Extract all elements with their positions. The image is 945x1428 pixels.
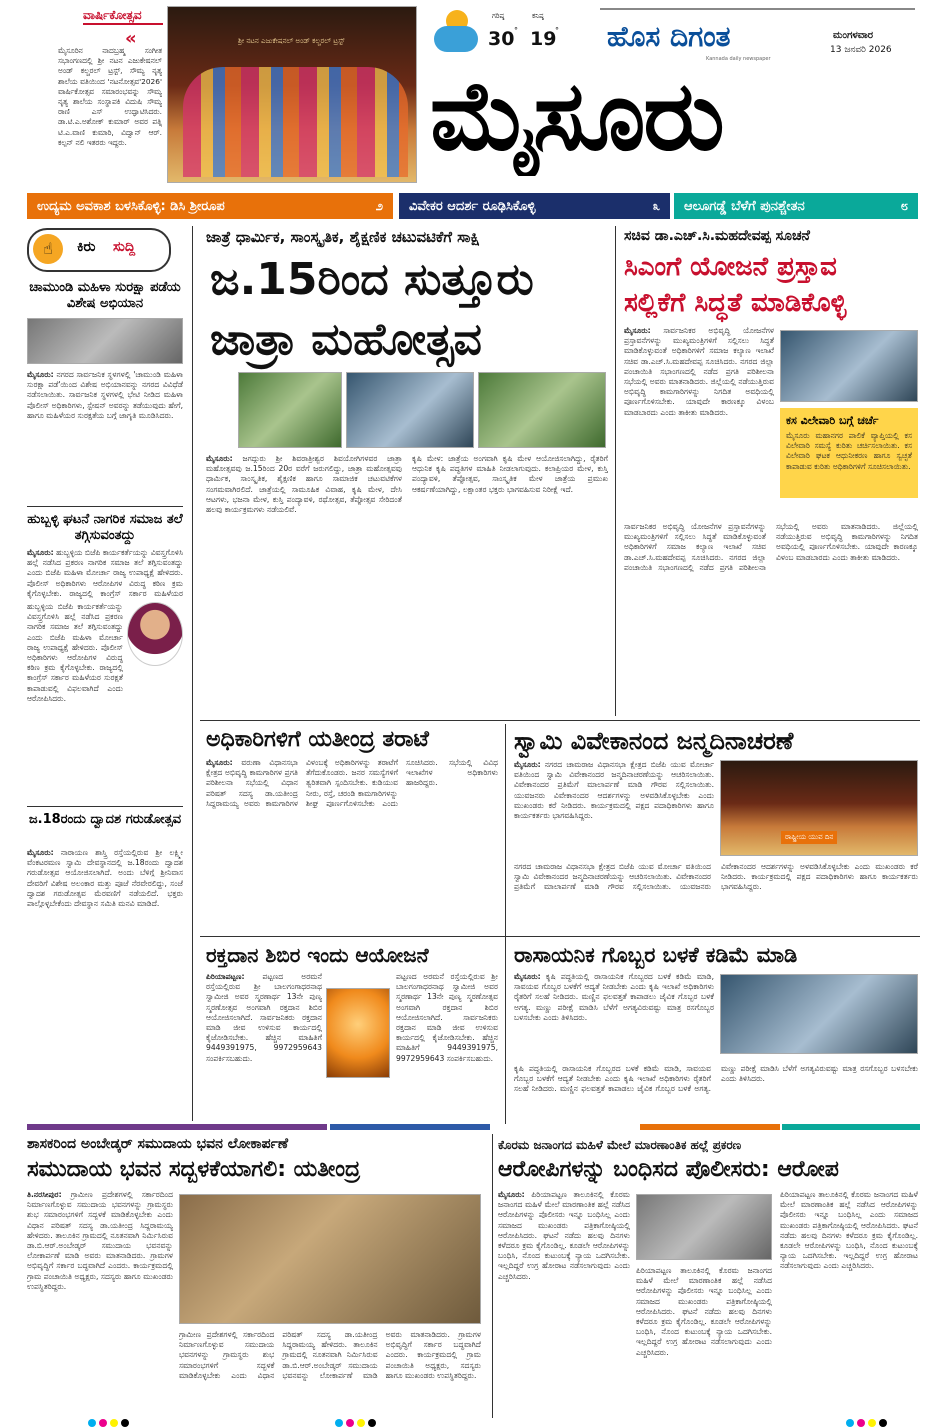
index-band-1-text: ಉದ್ಯಮ ಅವಕಾಶ ಬಳಸಿಕೊಳ್ಳಿ: ಡಿಸಿ ಶ್ರೀರೂಪ bbox=[37, 198, 225, 214]
mahadevappa-headline-a: ಸಿಎಂಗೆ ಯೋಜನೆ ಪ್ರಸ್ತಾವ bbox=[624, 252, 837, 282]
registration-marks-left bbox=[88, 1419, 129, 1427]
top-rule bbox=[600, 8, 915, 10]
fertilizer-story bbox=[510, 940, 920, 1120]
fertilizer-photo bbox=[720, 974, 918, 1054]
kirusuddi-item-1-title: ಚಾಮುಂಡಿ ಮಹಿಳಾ ಸುರಕ್ಷಾ ಪಡೆಯ ವಿಶೇಷ ಅಭಿಯಾನ bbox=[29, 280, 181, 311]
ambedkar-kicker: ಶಾಸಕರಿಂದ ಅಂಬೇಡ್ಕರ್ ಸಮುದಾಯ ಭವನ ಲೋಕಾರ್ಪಣೆ bbox=[27, 1136, 289, 1152]
fertilizer-body-text: ಕೃಷಿ ಪದ್ಧತಿಯಲ್ಲಿ ರಾಸಾಯನಿಕ ಗೊಬ್ಬರದ ಬಳಕೆ ಕಡಿಮೆ ಮಾಡಿ, ಸಾವಯವ ಗೊಬ್ಬರ ಬಳಕೆಗೆ ಆದ್ಯತೆ ನೀಡಬೇಕು ಎಂದು ಕೃಷಿ ಇಲಾಖೆ ಅಧಿಕಾರಿಗಳು ರೈತರಿಗೆ ಸಲಹೆ ನೀಡಿದರು. ಮಣ್ಣಿನ ಫಲವತ್ತತೆ ಕಾಪಾಡಲು ಜೈವಿಕ ಗೊಬ್ಬರ ಬಳಕೆ ಅಗತ್ಯ. ಮಣ್ಣು ಪರೀಕ್ಷೆ ಮಾಡಿಸಿ ಬೆಳೆಗೆ ಅಗತ್ಯವಿರುವಷ್ಟು ಮಾತ್ರ ರಸಗೊಬ್ಬರ ಬಳಸಬೇಕು ಎಂದು ತಿಳಿಸಿದರು. bbox=[514, 972, 714, 1022]
mahadevappa-kicker: ಸಚಿವ ಡಾ.ಎಚ್.ಸಿ.ಮಹದೇವಪ್ಪ ಸೂಚನೆ bbox=[624, 228, 810, 244]
registration-marks-mid bbox=[335, 1419, 376, 1427]
suttur-story bbox=[200, 226, 610, 721]
kirusuddi-item-2-title: ಹುಬ್ಬಳ್ಳಿ ಘಟನೆ ನಾಗರಿಕ ಸಮಾಜ ತಲೆ ತಗ್ಗಿಸುವಂತದ್ದು bbox=[27, 512, 183, 543]
kirusuddi-item-3-title: ಜ.18ರಂದು ದ್ವಾದಶ ಗರುಡೋತ್ಸವ bbox=[28, 812, 182, 827]
vivekananda-dateline: ಮೈಸೂರು: bbox=[514, 760, 541, 769]
index-band-1-page: ೨ bbox=[375, 198, 383, 214]
vivekananda-headline: ಸ್ವಾಮಿ ವಿವೇಕಾನಂದ ಜನ್ಮದಿನಾಚರಣೆ bbox=[514, 727, 794, 755]
korama-body-mid bbox=[636, 1266, 772, 1416]
vivekananda-body-text-cont: ನಗರದ ಚಾಮರಾಜ ವಿಧಾನಸಭಾ ಕ್ಷೇತ್ರದ ಬಿಜೆಪಿ ಯುವ ಮೋರ್ಚಾ ವತಿಯಿಂದ ಸ್ವಾಮಿ ವಿವೇಕಾನಂದರ ಜನ್ಮದಿನಾಚರಣೆಯನ್ನು ಆಚರಿಸಲಾಯಿತು. ವಿವೇಕಾನಂದರ ಪ್ರತಿಮೆಗೆ ಮಾಲಾರ್ಪಣೆ ಮಾಡಿ ಗೌರವ ಸಲ್ಲಿಸಲಾಯಿತು. ಯುವಜನರು ವಿವೇಕಾನಂದರ ಆದರ್ಶಗಳನ್ನು ಅಳವಡಿಸಿಕೊಳ್ಳಬೇಕು ಎಂದು ಮುಖಂಡರು ಕರೆ ನೀಡಿದರು. ಕಾರ್ಯಕ್ರಮದಲ್ಲಿ ಪಕ್ಷದ ಪದಾಧಿಕಾರಿಗಳು ಹಾಗೂ ಕಾರ್ಯಕರ್ತರು ಭಾಗವಹಿಸಿದ್ದರು. bbox=[514, 862, 918, 892]
kirusuddi-item-1-dateline: ಮೈಸೂರು: bbox=[27, 370, 54, 379]
kirusuddi-item-3-body bbox=[27, 848, 183, 1116]
index-band-3-page: ೮ bbox=[900, 198, 908, 214]
ambedkar-body-text: ಗ್ರಾಮೀಣ ಪ್ರದೇಶಗಳಲ್ಲಿ ಸರ್ಕಾರದಿಂದ ನಿರ್ಮಾಣಗೊಳ್ಳುವ ಸಮುದಾಯ ಭವನಗಳನ್ನು ಗ್ರಾಮಸ್ಥರು ಶುಭ ಸಮಾರಂಭಗಳಿಗೆ ಸದ್ಬಳಕೆ ಮಾಡಿಕೊಳ್ಳಬೇಕು ಎಂದು ವಿಧಾನ ಪರಿಷತ್ ಸದಸ್ಯ ಡಾ.ಯತೀಂದ್ರ ಸಿದ್ದರಾಮಯ್ಯ ಹೇಳಿದರು. ತಾಲೂಕಿನ ಗ್ರಾಮದಲ್ಲಿ ನೂತನವಾಗಿ ನಿರ್ಮಿಸಿರುವ ಡಾ.ಬಿ.ಆರ್.ಅಂಬೇಡ್ಕರ್ ಸಮುದಾಯ ಭವನವನ್ನು ಲೋಕಾರ್ಪಣೆ ಮಾಡಿ ಅವರು ಮಾತನಾಡಿದರು. ಗ್ರಾಮಗಳ ಅಭಿವೃದ್ಧಿಗೆ ಸರ್ಕಾರ ಬದ್ಧವಾಗಿದೆ ಎಂದರು. ಕಾರ್ಯಕ್ರಮದಲ್ಲಿ ಗ್ರಾಮ ಪಂಚಾಯಿತಿ ಅಧ್ಯಕ್ಷರು, ಸದಸ್ಯರು ಹಾಗೂ ಮುಖಂಡರು ಉಪಸ್ಥಿತರಿದ್ದರು. bbox=[27, 1190, 173, 1291]
vivekananda-body bbox=[514, 760, 714, 860]
kasa-box-title: ಕಸ ವಿಲೇವಾರಿ ಬಗ್ಗೆ ಚರ್ಚೆ bbox=[786, 414, 879, 427]
raktadana-swamiji-photo bbox=[326, 988, 390, 1078]
suttur-dateline: ಮೈಸೂರು: bbox=[206, 454, 233, 463]
section-bar-orange bbox=[640, 1124, 780, 1130]
kirusuddi-item-2-dateline: ಮೈಸೂರು: bbox=[27, 548, 54, 557]
fertilizer-body-text-cont: ಕೃಷಿ ಪದ್ಧತಿಯಲ್ಲಿ ರಾಸಾಯನಿಕ ಗೊಬ್ಬರದ ಬಳಕೆ ಕಡಿಮೆ ಮಾಡಿ, ಸಾವಯವ ಗೊಬ್ಬರ ಬಳಕೆಗೆ ಆದ್ಯತೆ ನೀಡಬೇಕು ಎಂದು ಕೃಷಿ ಇಲಾಖೆ ಅಧಿಕಾರಿಗಳು ರೈತರಿಗೆ ಸಲಹೆ ನೀಡಿದರು. ಮಣ್ಣಿನ ಫಲವತ್ತತೆ ಕಾಪಾಡಲು ಜೈವಿಕ ಗೊಬ್ಬರ ಬಳಕೆ ಅಗತ್ಯ. ಮಣ್ಣು ಪರೀಕ್ಷೆ ಮಾಡಿಸಿ ಬೆಳೆಗೆ ಅಗತ್ಯವಿರುವಷ್ಟು ಮಾತ್ರ ರಸಗೊಬ್ಬರ ಬಳಸಬೇಕು ಎಂದು ತಿಳಿಸಿದರು. bbox=[514, 1064, 918, 1094]
raktadana-body-text-cont: ಪಟ್ಟಣದ ಅರಮನೆ ರಸ್ತೆಯಲ್ಲಿರುವ ಶ್ರೀ ಬಾಲಗಂಗಾಧರನಾಥ ಸ್ವಾಮೀಜಿ ಅವರ ಸ್ಮರಣಾರ್ಥ 13ನೇ ಪುಣ್ಯ ಸ್ಮರಣೋತ್ಸವ ಅಂಗವಾಗಿ ರಕ್ತದಾನ ಶಿಬಿರ ಆಯೋಜಿಸಲಾಗಿದೆ. ಸಾರ್ವಜನಿಕರು ರಕ್ತದಾನ ಮಾಡಿ ಜೀವ ಉಳಿಸುವ ಕಾರ್ಯದಲ್ಲಿ ಕೈಜೋಡಿಸಬೇಕು. ಹೆಚ್ಚಿನ ಮಾಹಿತಿಗೆ 9449391975, 9972959643 ಸಂಪರ್ಕಿಸಬಹುದು. bbox=[396, 972, 498, 1063]
korama-photo bbox=[636, 1194, 772, 1260]
raktadana-headline: ರಕ್ತದಾನ ಶಿಬಿರ ಇಂದು ಆಯೋಜನೆ bbox=[206, 943, 429, 967]
registration-dot-yellow bbox=[868, 1419, 876, 1427]
yathindra-body-text: ವರುಣಾ ವಿಧಾನಸಭಾ ಕ್ಷೇತ್ರದ ಅಭಿವೃದ್ಧಿ ಕಾಮಗಾರಿಗಳ ಪ್ರಗತಿ ಪರಿಶೀಲನಾ ಸಭೆಯಲ್ಲಿ ವಿಧಾನ ಪರಿಷತ್ ಸದಸ್ಯ ಡಾ.ಯತೀಂದ್ರ ಸಿದ್ದರಾಮಯ್ಯ ಅವರು ಕಾಮಗಾರಿಗಳ ವಿಳಂಬಕ್ಕೆ ಅಧಿಕಾರಿಗಳನ್ನು ತರಾಟೆಗೆ ತೆಗೆದುಕೊಂಡರು. ಜನರ ಸಮಸ್ಯೆಗಳಿಗೆ ತ್ವರಿತವಾಗಿ ಸ್ಪಂದಿಸಬೇಕು. ಕುಡಿಯುವ ನೀರು, ರಸ್ತೆ, ಚರಂಡಿ ಕಾಮಗಾರಿಗಳನ್ನು ಶೀಘ್ರ ಪೂರ್ಣಗೊಳಿಸಬೇಕು ಎಂದು ಸೂಚಿಸಿದರು. ಸಭೆಯಲ್ಲಿ ವಿವಿಧ ಇಲಾಖೆಗಳ ಅಧಿಕಾರಿಗಳು ಹಾಜರಿದ್ದರು. bbox=[206, 758, 498, 808]
index-band-2-text: ವಿವೇಕರ ಆದರ್ಶ ರೂಢಿಸಿಕೊಳ್ಳಿ bbox=[409, 198, 536, 214]
yathindra-story bbox=[200, 724, 500, 934]
korama-story bbox=[498, 1134, 920, 1420]
korama-dateline: ಮೈಸೂರು: bbox=[498, 1190, 525, 1199]
section-bar-teal bbox=[782, 1124, 920, 1130]
temp-max-degree: ° bbox=[514, 26, 518, 35]
left-column-divider bbox=[192, 226, 193, 1121]
registration-dot-black bbox=[879, 1419, 887, 1427]
suttur-body-right bbox=[412, 454, 608, 716]
kirusuddi-column bbox=[27, 226, 185, 1116]
mahadevappa-headline-b: ಸಲ್ಲಿಕೆಗೆ ಸಿದ್ಧತೆ ಮಾಡಿಕೊಳ್ಳಿ bbox=[624, 288, 847, 318]
registration-dot-cyan bbox=[335, 1419, 343, 1427]
korama-kicker: ಕೊರಮ ಜನಾಂಗದ ಮಹಿಳೆ ಮೇಲೆ ಮಾರಣಾಂತಿಕ ಹಲ್ಲೆ ಪ್ರಕರಣ bbox=[498, 1138, 742, 1152]
suttur-photo-1 bbox=[238, 372, 342, 448]
stage-banner: ಶ್ರೀ ನಟನ ಎಜುಕೇಷನಲ್ ಅಂಡ್ ಕಲ್ಚರಲ್ ಟ್ರಸ್ಟ್ bbox=[238, 37, 345, 45]
korama-body-right bbox=[780, 1190, 918, 1416]
registration-marks-right bbox=[846, 1419, 887, 1427]
issue-day: ಮಂಗಳವಾರ bbox=[833, 30, 874, 41]
fertilizer-headline: ರಾಸಾಯನಿಕ ಗೊಬ್ಬರ ಬಳಕೆ ಕಡಿಮೆ ಮಾಡಿ bbox=[514, 943, 798, 967]
mahadevappa-photo bbox=[780, 330, 918, 402]
kirusuddi-item-1-photo bbox=[27, 318, 183, 364]
suttur-kicker: ಜಾತ್ರೆ ಧಾರ್ಮಿಕ, ಸಾಂಸ್ಕೃತಿಕ, ಶೈಕ್ಷಣಿಕ ಚಟುವಟಿಕೆಗೆ ಸಾಕ್ಷಿ bbox=[206, 228, 480, 246]
ambedkar-headline: ಸಮುದಾಯ ಭವನ ಸದ್ಬಳಕೆಯಾಗಲಿ: ಯತೀಂದ್ರ bbox=[27, 1157, 361, 1182]
suttur-photo-2 bbox=[346, 372, 474, 448]
mid-rule bbox=[200, 720, 920, 721]
kirusuddi-item-1-body bbox=[27, 370, 183, 500]
korama-body-text-cont: ಪಿರಿಯಾಪಟ್ಟಣ ತಾಲೂಕಿನಲ್ಲಿ ಕೊರಮ ಜನಾಂಗದ ಮಹಿಳೆ ಮೇಲೆ ಮಾರಣಾಂತಿಕ ಹಲ್ಲೆ ನಡೆಸಿದ ಆರೋಪಿಗಳನ್ನು ಪೊಲೀಸರು ಇನ್ನೂ ಬಂಧಿಸಿಲ್ಲ ಎಂದು ಸಮಾಜದ ಮುಖಂಡರು ಪತ್ರಿಕಾಗೋಷ್ಠಿಯಲ್ಲಿ ಆರೋಪಿಸಿದರು. ಘಟನೆ ನಡೆದು ಹಲವು ದಿನಗಳು ಕಳೆದರೂ ಕ್ರಮ ಕೈಗೊಂಡಿಲ್ಲ. ಕೂಡಲೇ ಆರೋಪಿಗಳನ್ನು ಬಂಧಿಸಿ, ನೊಂದ ಕುಟುಂಬಕ್ಕೆ ನ್ಯಾಯ ಒದಗಿಸಬೇಕು. ಇಲ್ಲದಿದ್ದರೆ ಉಗ್ರ ಹೋರಾಟ ನಡೆಸಲಾಗುವುದು ಎಂದು ಎಚ್ಚರಿಸಿದರು. bbox=[636, 1266, 772, 1357]
ambedkar-body-text-cont: ಗ್ರಾಮೀಣ ಪ್ರದೇಶಗಳಲ್ಲಿ ಸರ್ಕಾರದಿಂದ ನಿರ್ಮಾಣಗೊಳ್ಳುವ ಸಮುದಾಯ ಭವನಗಳನ್ನು ಗ್ರಾಮಸ್ಥರು ಶುಭ ಸಮಾರಂಭಗಳಿಗೆ ಸದ್ಬಳಕೆ ಮಾಡಿಕೊಳ್ಳಬೇಕು ಎಂದು ವಿಧಾನ ಪರಿಷತ್ ಸದಸ್ಯ ಡಾ.ಯತೀಂದ್ರ ಸಿದ್ದರಾಮಯ್ಯ ಹೇಳಿದರು. ತಾಲೂಕಿನ ಗ್ರಾಮದಲ್ಲಿ ನೂತನವಾಗಿ ನಿರ್ಮಿಸಿರುವ ಡಾ.ಬಿ.ಆರ್.ಅಂಬೇಡ್ಕರ್ ಸಮುದಾಯ ಭವನವನ್ನು ಲೋಕಾರ್ಪಣೆ ಮಾಡಿ ಅವರು ಮಾತನಾಡಿದರು. ಗ್ರಾಮಗಳ ಅಭಿವೃದ್ಧಿಗೆ ಸರ್ಕಾರ ಬದ್ಧವಾಗಿದೆ ಎಂದರು. ಕಾರ್ಯಕ್ರಮದಲ್ಲಿ ಗ್ರಾಮ ಪಂಚಾಯಿತಿ ಅಧ್ಯಕ್ಷರು, ಸದಸ್ಯರು ಹಾಗೂ ಮುಖಂಡರು ಉಪಸ್ಥಿತರಿದ್ದರು. bbox=[179, 1330, 481, 1380]
suttur-body-left bbox=[206, 454, 402, 716]
suttur-headline-a: ಜ.15ರಿಂದ ಸುತ್ತೂರು bbox=[210, 254, 534, 305]
section-bar-blue bbox=[330, 1124, 490, 1130]
kirusuddi-item-1-text: ನಗರದ ಸಾರ್ವಜನಿಕ ಸ್ಥಳಗಳಲ್ಲಿ 'ಚಾಮುಂಡಿ ಮಹಿಳಾ ಸುರಕ್ಷಾ ಪಡೆ'ಯಿಂದ ವಿಶೇಷ ಅಭಿಯಾನವನ್ನು ನಗರದ ವಿವಿಧೆಡೆ ನಡೆಸಲಾಯಿತು. ಸಾರ್ವಜನಿಕ ಸ್ಥಳಗಳಲ್ಲಿ ಭೇಟಿ ನೀಡಿದ ಮಹಿಳಾ ಪೊಲೀಸ್ ಅಧಿಕಾರಿಗಳು, ಸ್ಟೇಷನ್ ಅವರನ್ನು ತಡೆಯುವುದು ಹೇಗೆ, ಹಾಗೂ ಮಹಿಳೆಯರ ಸುರಕ್ಷತೆಯ ಬಗ್ಗೆ ಜಾಗೃತಿ ಮೂಡಿಸಿದರು. bbox=[27, 370, 183, 420]
yathindra-dateline: ಮೈಸೂರು: bbox=[206, 758, 233, 767]
registration-dot-yellow bbox=[110, 1419, 118, 1427]
suttur-photo-3 bbox=[478, 372, 606, 448]
edition-name: ಮೈಸೂರು bbox=[430, 60, 723, 172]
index-band-2-page: ೩ bbox=[652, 198, 660, 214]
temp-min-degree: ° bbox=[555, 26, 559, 35]
raktadana-body-left bbox=[206, 972, 322, 1116]
kirusuddi-logo bbox=[27, 228, 171, 272]
hand-pointer-icon: ☝ bbox=[33, 234, 63, 264]
chevron-left-icon: « bbox=[125, 28, 137, 49]
lead-kicker: ವಾರ್ಷಿಕೋತ್ಸವ bbox=[83, 8, 163, 25]
yathindra-headline: ಅಧಿಕಾರಿಗಳಿಗೆ ಯತೀಂದ್ರ ತರಾಟೆ bbox=[206, 727, 429, 752]
raktadana-dateline: ಪಿರಿಯಾಪಟ್ಟಣ: bbox=[206, 972, 245, 981]
kirusuddi-item-2-text: ಹುಬ್ಬಳ್ಳಿಯ ಬಿಜೆಪಿ ಕಾರ್ಯಕರ್ತೆಯನ್ನು ವಿವಸ್ತ್ರಗೊಳಿಸಿ ಹಲ್ಲೆ ನಡೆಸಿದ ಪ್ರಕರಣ ನಾಗರಿಕ ಸಮಾಜ ತಲೆ ತಗ್ಗಿಸುವಂತದ್ದು ಎಂದು ಬಿಜೆಪಿ ಮಹಿಳಾ ಮೋರ್ಚಾ ರಾಜ್ಯ ಉಪಾಧ್ಯಕ್ಷೆ ಹೇಳಿದರು. ಪೊಲೀಸ್ ಅಧಿಕಾರಿಗಳು ಆರೋಪಿಗಳ ವಿರುದ್ಧ ಕಠಿಣ ಕ್ರಮ ಕೈಗೊಳ್ಳಬೇಕು. ರಾಜ್ಯದಲ್ಲಿ ಕಾಂಗ್ರೆಸ್ ಸರ್ಕಾರ ಮಹಿಳೆಯರ bbox=[27, 548, 183, 598]
raktadana-story bbox=[200, 940, 500, 1120]
kirusuddi-item-2-text-cont: ಹುಬ್ಬಳ್ಳಿಯ ಬಿಜೆಪಿ ಕಾರ್ಯಕರ್ತೆಯನ್ನು ವಿವಸ್ತ್ರಗೊಳಿಸಿ ಹಲ್ಲೆ ನಡೆಸಿದ ಪ್ರಕರಣ ನಾಗರಿಕ ಸಮಾಜ ತಲೆ ತಗ್ಗಿಸುವಂತದ್ದು ಎಂದು ಬಿಜೆಪಿ ಮಹಿಳಾ ಮೋರ್ಚಾ ರಾಜ್ಯ ಉಪಾಧ್ಯಕ್ಷೆ ಹೇಳಿದರು. ಪೊಲೀಸ್ ಅಧಿಕಾರಿಗಳು ಆರೋಪಿಗಳ ವಿರುದ್ಧ ಕಠಿಣ ಕ್ರಮ ಕೈಗೊಳ್ಳಬೇಕು. ರಾಜ್ಯದಲ್ಲಿ ಕಾಂಗ್ರೆಸ್ ಸರ್ಕಾರ ಮಹಿಳೆಯರ ಸುರಕ್ಷತೆ ಕಾಪಾಡುವಲ್ಲಿ ವಿಫಲವಾಗಿದೆ ಎಂದು ಆರೋಪಿಸಿದರು. bbox=[27, 602, 123, 703]
mahadevappa-dateline: ಮೈಸೂರು: bbox=[624, 326, 651, 335]
registration-dot-magenta bbox=[346, 1419, 354, 1427]
paper-tagline: Kannada daily newspaper bbox=[706, 56, 771, 62]
kirusuddi-item-2-body-a bbox=[27, 548, 183, 600]
yathindra-body bbox=[206, 758, 498, 930]
kirusuddi-item-3-text: ನಾರಾಯಣ ಶಾಸ್ತ್ರಿ ರಸ್ತೆಯಲ್ಲಿರುವ ಶ್ರೀ ಲಕ್ಷ್ಮೀ ವೆಂಕಟರಮಣ ಸ್ವಾಮಿ ದೇವಸ್ಥಾನದಲ್ಲಿ ಜ.18ರಂದು ದ್ವಾದಶ ಗರುಡೋತ್ಸವ ಆಯೋಜಿಸಲಾಗಿದೆ. ಅಂದು ಬೆಳಿಗ್ಗೆ ಶ್ರೀನಿವಾಸ ದೇವರಿಗೆ ವಿಶೇಷ ಅಲಂಕಾರ ಮತ್ತು ಪೂಜೆ ನೆರವೇರಲಿದ್ದು, ಸಂಜೆ ದ್ವಾದಶ ಗರುಡೋತ್ಸವ ಮೆರವಣಿಗೆ ನಡೆಯಲಿದೆ. ಭಕ್ತರು ಪಾಲ್ಗೊಳ್ಳಬೇಕೆಂದು ದೇವಸ್ಥಾನ ಸಮಿತಿ ಮನವಿ ಮಾಡಿದೆ. bbox=[27, 848, 183, 909]
korama-headline: ಆರೋಪಿಗಳನ್ನು ಬಂಧಿಸದ ಪೊಲೀಸರು: ಆರೋಪ bbox=[498, 1157, 839, 1182]
lead-photo bbox=[167, 6, 417, 183]
section-bar-purple bbox=[27, 1124, 327, 1130]
kirusuddi-divider-2 bbox=[27, 806, 183, 807]
ambedkar-dateline: ತಿ.ನರಸೀಪುರ: bbox=[27, 1190, 62, 1199]
lead-blurb: ಮೈಸೂರಿನ ನಾದಬ್ರಹ್ಮ ಸಂಗೀತ ಸಭಾಂಗಣದಲ್ಲಿ ಶ್ರೀ ನಟನ ಎಜುಕೇಷನಲ್ ಅಂಡ್ ಕಲ್ಚರಲ್ ಟ್ರಸ್ಟ್, ಸೌಮ್ಯ ನೃತ್ಯ ಶಾಲೆಯ ವತಿಯಿಂದ 'ನಟನೋತ್ಸವ'2026' ವಾರ್ಷಿಕೋತ್ಸವ ಸಮಾರಂಭವನ್ನು ಸೌಮ್ಯ ನೃತ್ಯ ಶಾಲೆಯ ಸಂಸ್ಥಾಪಕಿ ವಿದುಷಿ ಸೌಮ್ಯ ರಾಣಿ ಎಸ್ ಉದ್ಘಾಟಿಸಿದರು. ಡಾ.ಟಿ.ಎ.ಅಶೋಕ್ ಕುಮಾರ್ ಅವರ ಪತ್ನಿ ಟಿ.ಎ.ವಾಣಿ ಕುಮಾರಿ, ವಿದ್ವಾನ್ ಆರ್. ಕಲ್ಪನ್ ನಲಿ ಇತರರು ಇದ್ದರು. bbox=[58, 46, 162, 147]
suttur-body-left-text: ಜಗದ್ಗುರು ಶ್ರೀ ಶಿವರಾತ್ರೀಶ್ವರ ಶಿವಯೋಗಿಗಳವರ ಜಾತ್ರಾ ಮಹೋತ್ಸವವು ಜ.15ರಿಂದ 20ರ ವರೆಗೆ ಜರುಗಲಿದ್ದು, ಜಾತ್ರಾ ಮಹೋತ್ಸವವು ಧಾರ್ಮಿಕ, ಸಾಂಸ್ಕೃತಿಕ, ಶೈಕ್ಷಣಿಕ ಹಾಗೂ ಸಾಮಾಜಿಕ ಚಟುವಟಿಕೆಗಳ ಸಂಗಮವಾಗಿರಲಿದೆ. ಜಾತ್ರೆಯಲ್ಲಿ ಸಾಮೂಹಿಕ ವಿವಾಹ, ಕೃಷಿ ಮೇಳ, ದೇಸಿ ಆಟಗಳು, ಭಜನಾ ಮೇಳ, ಕುಸ್ತಿ ಪಂದ್ಯಾವಳಿ, ರಥೋತ್ಸವ, ತೆಪ್ಪೋತ್ಸವ ಸೇರಿದಂತೆ ಹಲವು ಕಾರ್ಯಕ್ರಮಗಳು ನಡೆಯಲಿವೆ. bbox=[206, 454, 402, 515]
paper-logo: ಹೊಸ ದಿಗಂತ bbox=[607, 20, 731, 53]
kasa-box-body: ಮೈಸೂರು ಮಹಾನಗರ ಪಾಲಿಕೆ ವ್ಯಾಪ್ತಿಯಲ್ಲಿ ಕಸ ವಿಲೇವಾರಿ ಸಮಸ್ಯೆ ಕುರಿತು ಚರ್ಚಿಸಲಾಯಿತು. ಕಸ ವಿಲೇವಾರಿ ಘಟಕ ಆಧುನೀಕರಣ ಹಾಗೂ ಸ್ವಚ್ಛತೆ ಕಾಪಾಡುವ ಕುರಿತು ಅಧಿಕಾರಿಗಳಿಗೆ ಸೂಚಿಸಲಾಯಿತು. bbox=[786, 431, 912, 471]
kasa-box bbox=[780, 408, 918, 498]
temp-max-label: ಗರಿಷ್ಠ bbox=[492, 12, 505, 20]
mahadevappa-body-bottom bbox=[624, 522, 918, 716]
mahadevappa-body-text: ಸಾರ್ವಜನಿಕರ ಅಭಿವೃದ್ಧಿ ಯೋಜನೆಗಳ ಪ್ರಸ್ತಾವನೆಗಳನ್ನು ಮುಖ್ಯಮಂತ್ರಿಗಳಿಗೆ ಸಲ್ಲಿಸಲು ಸಿದ್ಧತೆ ಮಾಡಿಕೊಳ್ಳುವಂತೆ ಅಧಿಕಾರಿಗಳಿಗೆ ಸಮಾಜ ಕಲ್ಯಾಣ ಇಲಾಖೆ ಸಚಿವ ಡಾ.ಎಚ್.ಸಿ.ಮಹದೇವಪ್ಪ ಸೂಚಿಸಿದರು. ನಗರದ ಜಿಲ್ಲಾ ಪಂಚಾಯಿತಿ ಸಭಾಂಗಣದಲ್ಲಿ ನಡೆದ ಪ್ರಗತಿ ಪರಿಶೀಲನಾ ಸಭೆಯಲ್ಲಿ ಅವರು ಮಾತನಾಡಿದರು. ಜಿಲ್ಲೆಯಲ್ಲಿ ನಡೆಯುತ್ತಿರುವ ಅಭಿವೃದ್ಧಿ ಕಾಮಗಾರಿಗಳನ್ನು ನಿಗದಿತ ಅವಧಿಯಲ್ಲಿ ಪೂರ್ಣಗೊಳಿಸಬೇಕು. ಯಾವುದೇ ಕಾರಣಕ್ಕೂ ವಿಳಂಬ ಮಾಡಬಾರದು ಎಂದು ತಾಕೀತು ಮಾಡಿದರು. bbox=[624, 326, 774, 417]
registration-dot-black bbox=[368, 1419, 376, 1427]
vivekananda-body-bottom bbox=[514, 862, 918, 928]
vivekananda-photo bbox=[720, 760, 918, 856]
korama-body-text-cont-2: ಪಿರಿಯಾಪಟ್ಟಣ ತಾಲೂಕಿನಲ್ಲಿ ಕೊರಮ ಜನಾಂಗದ ಮಹಿಳೆ ಮೇಲೆ ಮಾರಣಾಂತಿಕ ಹಲ್ಲೆ ನಡೆಸಿದ ಆರೋಪಿಗಳನ್ನು ಪೊಲೀಸರು ಇನ್ನೂ ಬಂಧಿಸಿಲ್ಲ ಎಂದು ಸಮಾಜದ ಮುಖಂಡರು ಪತ್ರಿಕಾಗೋಷ್ಠಿಯಲ್ಲಿ ಆರೋಪಿಸಿದರು. ಘಟನೆ ನಡೆದು ಹಲವು ದಿನಗಳು ಕಳೆದರೂ ಕ್ರಮ ಕೈಗೊಂಡಿಲ್ಲ. ಕೂಡಲೇ ಆರೋಪಿಗಳನ್ನು ಬಂಧಿಸಿ, ನೊಂದ ಕುಟುಂಬಕ್ಕೆ ನ್ಯಾಯ ಒದಗಿಸಬೇಕು. ಇಲ್ಲದಿದ್ದರೆ ಉಗ್ರ ಹೋರಾಟ ನಡೆಸಲಾಗುವುದು ಎಂದು ಎಚ್ಚರಿಸಿದರು. bbox=[780, 1190, 918, 1271]
kirusuddi-divider-1 bbox=[27, 506, 183, 507]
registration-dot-yellow bbox=[357, 1419, 365, 1427]
raktadana-body-right bbox=[396, 972, 498, 1116]
index-band-2[interactable] bbox=[399, 193, 670, 219]
temp-min: 19 bbox=[530, 28, 557, 50]
kirusuddi-item-2-body-b bbox=[27, 602, 123, 802]
kirusuddi-logo-b: ಸುದ್ದಿ bbox=[113, 239, 136, 255]
performers-group bbox=[183, 67, 408, 177]
ambedkar-story bbox=[27, 1134, 487, 1420]
mahadevappa-body-top bbox=[624, 326, 774, 516]
registration-dot-cyan bbox=[846, 1419, 854, 1427]
index-band-3[interactable] bbox=[674, 193, 918, 219]
registration-dot-magenta bbox=[857, 1419, 865, 1427]
center-column-divider bbox=[615, 226, 616, 716]
bottom-column-divider bbox=[492, 1134, 493, 1418]
index-band-3-text: ಆಲೂಗಡ್ಡೆ ಬೆಳೆಗೆ ಪುನಶ್ಚೇತನ bbox=[684, 198, 805, 214]
registration-dot-magenta bbox=[99, 1419, 107, 1427]
registration-dot-cyan bbox=[88, 1419, 96, 1427]
fertilizer-body-bottom bbox=[514, 1064, 918, 1116]
mid-rule-2 bbox=[200, 936, 920, 937]
cloud-icon bbox=[434, 26, 478, 52]
ambedkar-body-bottom bbox=[179, 1330, 481, 1416]
fertilizer-dateline: ಮೈಸೂರು: bbox=[514, 972, 541, 981]
fertilizer-body bbox=[514, 972, 714, 1062]
mid-column-divider bbox=[505, 724, 506, 1124]
kirusuddi-logo-a: ಕಿರು bbox=[77, 239, 96, 255]
korama-body-left bbox=[498, 1190, 630, 1416]
kirusuddi-item-3-dateline: ಮೈಸೂರು: bbox=[27, 848, 54, 857]
index-band-1[interactable] bbox=[27, 193, 393, 219]
vivekananda-story bbox=[510, 724, 920, 934]
suttur-body-right-text: ಕೃಷಿ ಮೇಳ: ಜಾತ್ರೆಯ ಅಂಗವಾಗಿ ಕೃಷಿ ಮೇಳ ಆಯೋಜಿಸಲಾಗಿದ್ದು, ರೈತರಿಗೆ ಆಧುನಿಕ ಕೃಷಿ ಪದ್ಧತಿಗಳ ಮಾಹಿತಿ ನೀಡಲಾಗುವುದು. ಕಲಾಪ್ರಿಯರ ಮೇಳ, ಕುಸ್ತಿ ಪಂದ್ಯಾವಳಿ, ತೆಪ್ಪೋತ್ಸವ, ಸಾಂಸ್ಕೃತಿಕ ಮೇಳ ಜಾತ್ರೆಯ ಪ್ರಮುಖ ಆಕರ್ಷಣೆಯಾಗಿದ್ದು, ಲಕ್ಷಾಂತರ ಭಕ್ತರು ಭಾಗವಹಿಸುವ ನಿರೀಕ್ಷೆ ಇದೆ. bbox=[412, 454, 608, 494]
temp-max: 30 bbox=[488, 28, 515, 50]
registration-dot-black bbox=[121, 1419, 129, 1427]
vivekananda-photo-banner: ರಾಷ್ಟ್ರೀಯ ಯುವ ದಿನ bbox=[781, 831, 837, 844]
ambedkar-body-left bbox=[27, 1190, 173, 1416]
mahadevappa-story bbox=[620, 226, 920, 721]
korama-body-text: ಪಿರಿಯಾಪಟ್ಟಣ ತಾಲೂಕಿನಲ್ಲಿ ಕೊರಮ ಜನಾಂಗದ ಮಹಿಳೆ ಮೇಲೆ ಮಾರಣಾಂತಿಕ ಹಲ್ಲೆ ನಡೆಸಿದ ಆರೋಪಿಗಳನ್ನು ಪೊಲೀಸರು ಇನ್ನೂ ಬಂಧಿಸಿಲ್ಲ ಎಂದು ಸಮಾಜದ ಮುಖಂಡರು ಪತ್ರಿಕಾಗೋಷ್ಠಿಯಲ್ಲಿ ಆರೋಪಿಸಿದರು. ಘಟನೆ ನಡೆದು ಹಲವು ದಿನಗಳು ಕಳೆದರೂ ಕ್ರಮ ಕೈಗೊಂಡಿಲ್ಲ. ಕೂಡಲೇ ಆರೋಪಿಗಳನ್ನು ಬಂಧಿಸಿ, ನೊಂದ ಕುಟುಂಬಕ್ಕೆ ನ್ಯಾಯ ಒದಗಿಸಬೇಕು. ಇಲ್ಲದಿದ್ದರೆ ಉಗ್ರ ಹೋರಾಟ ನಡೆಸಲಾಗುವುದು ಎಂದು ಎಚ್ಚರಿಸಿದರು. bbox=[498, 1190, 630, 1281]
kirusuddi-item-2-portrait bbox=[127, 602, 183, 666]
temp-min-label: ಕನಿಷ್ಠ bbox=[532, 12, 544, 20]
mahadevappa-body-text-cont: ಸಾರ್ವಜನಿಕರ ಅಭಿವೃದ್ಧಿ ಯೋಜನೆಗಳ ಪ್ರಸ್ತಾವನೆಗಳನ್ನು ಮುಖ್ಯಮಂತ್ರಿಗಳಿಗೆ ಸಲ್ಲಿಸಲು ಸಿದ್ಧತೆ ಮಾಡಿಕೊಳ್ಳುವಂತೆ ಅಧಿಕಾರಿಗಳಿಗೆ ಸಮಾಜ ಕಲ್ಯಾಣ ಇಲಾಖೆ ಸಚಿವ ಡಾ.ಎಚ್.ಸಿ.ಮಹದೇವಪ್ಪ ಸೂಚಿಸಿದರು. ನಗರದ ಜಿಲ್ಲಾ ಪಂಚಾಯಿತಿ ಸಭಾಂಗಣದಲ್ಲಿ ನಡೆದ ಪ್ರಗತಿ ಪರಿಶೀಲನಾ ಸಭೆಯಲ್ಲಿ ಅವರು ಮಾತನಾಡಿದರು. ಜಿಲ್ಲೆಯಲ್ಲಿ ನಡೆಯುತ್ತಿರುವ ಅಭಿವೃದ್ಧಿ ಕಾಮಗಾರಿಗಳನ್ನು ನಿಗದಿತ ಅವಧಿಯಲ್ಲಿ ಪೂರ್ಣಗೊಳಿಸಬೇಕು. ಯಾವುದೇ ಕಾರಣಕ್ಕೂ ವಿಳಂಬ ಮಾಡಬಾರದು ಎಂದು ತಾಕೀತು ಮಾಡಿದರು. bbox=[624, 522, 918, 572]
ambedkar-photo bbox=[179, 1194, 481, 1324]
raktadana-body-text: ಪಟ್ಟಣದ ಅರಮನೆ ರಸ್ತೆಯಲ್ಲಿರುವ ಶ್ರೀ ಬಾಲಗಂಗಾಧರನಾಥ ಸ್ವಾಮೀಜಿ ಅವರ ಸ್ಮರಣಾರ್ಥ 13ನೇ ಪುಣ್ಯ ಸ್ಮರಣೋತ್ಸವ ಅಂಗವಾಗಿ ರಕ್ತದಾನ ಶಿಬಿರ ಆಯೋಜಿಸಲಾಗಿದೆ. ಸಾರ್ವಜನಿಕರು ರಕ್ತದಾನ ಮಾಡಿ ಜೀವ ಉಳಿಸುವ ಕಾರ್ಯದಲ್ಲಿ ಕೈಜೋಡಿಸಬೇಕು. ಹೆಚ್ಚಿನ ಮಾಹಿತಿಗೆ 9449391975, 9972959643 ಸಂಪರ್ಕಿಸಬಹುದು. bbox=[206, 972, 322, 1063]
masthead bbox=[0, 0, 945, 190]
vivekananda-body-text: ನಗರದ ಚಾಮರಾಜ ವಿಧಾನಸಭಾ ಕ್ಷೇತ್ರದ ಬಿಜೆಪಿ ಯುವ ಮೋರ್ಚಾ ವತಿಯಿಂದ ಸ್ವಾಮಿ ವಿವೇಕಾನಂದರ ಜನ್ಮದಿನಾಚರಣೆಯನ್ನು ಆಚರಿಸಲಾಯಿತು. ವಿವೇಕಾನಂದರ ಪ್ರತಿಮೆಗೆ ಮಾಲಾರ್ಪಣೆ ಮಾಡಿ ಗೌರವ ಸಲ್ಲಿಸಲಾಯಿತು. ಯುವಜನರು ವಿವೇಕಾನಂದರ ಆದರ್ಶಗಳನ್ನು ಅಳವಡಿಸಿಕೊಳ್ಳಬೇಕು ಎಂದು ಮುಖಂಡರು ಕರೆ ನೀಡಿದರು. ಕಾರ್ಯಕ್ರಮದಲ್ಲಿ ಪಕ್ಷದ ಪದಾಧಿಕಾರಿಗಳು ಹಾಗೂ ಕಾರ್ಯಕರ್ತರು ಭಾಗವಹಿಸಿದ್ದರು. bbox=[514, 760, 714, 821]
issue-date: 13 ಜನವರಿ 2026 bbox=[830, 45, 892, 55]
suttur-headline-b: ಜಾತ್ರಾ ಮಹೋತ್ಸವ bbox=[210, 314, 482, 365]
